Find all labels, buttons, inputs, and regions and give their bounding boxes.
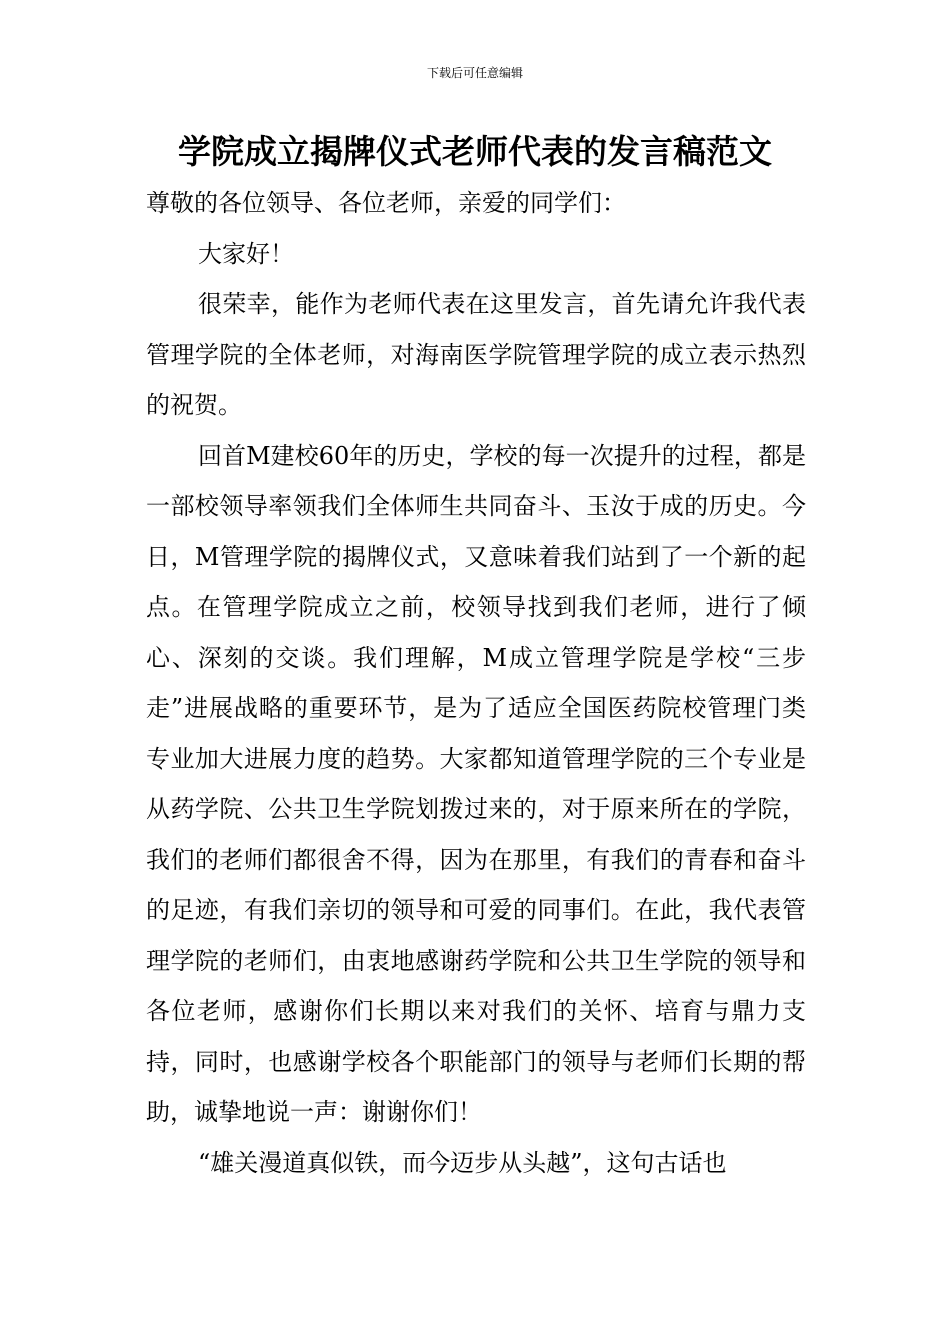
greeting-paragraph: 大家好！ (198, 239, 294, 268)
document-title: 学院成立揭牌仪式老师代表的发言稿范文 (178, 132, 772, 171)
body-paragraph: 很荣幸，能作为老师代表在这里发言，首先请允许我代表管理学院的全体老师，对海南医学院管理学院的成立表示热烈的祝贺。 (146, 290, 806, 419)
document-body (146, 178, 806, 1188)
salutation-paragraph: 尊敬的各位领导、各位老师，亲爱的同学们： (146, 189, 626, 217)
body-paragraph: “雄关漫道真似铁，而今迈步从头越”，这句古话也 (198, 1148, 727, 1177)
page-header-note: 下载后可任意编辑 (426, 66, 523, 80)
body-paragraph: 回首M建校60年的历史，学校的每一次提升的过程，都是一部校领导率领我们全体师生共同奋斗、玉汝于成的历史。今日，M管理学院的揭牌仪式，又意味着我们站到了一个新的起点。在管理学院成立之前，校领导找到我们老师，进行了倾心、深刻的交谈。我们理解，M成立管理学院是学校“三步走”进展战略的重要环节，是为了适应全国医药院校管理门类专业加大进展力度的趋势。大家都知道管理学院的三个专业是从药学院、公共卫生学院划拨过来的，对于原来所在的学院，我们的老师们都很舍不得，因为在那里，有我们的青春和奋斗的足迹，有我们亲切的领导和可爱的同事们。在此，我代表管理学院的老师们，由衷地感谢药学院和公共卫生学院的领导和各位老师，感谢你们长期以来对我们的关怀、培育与鼎力支持，同时，也感谢学校各个职能部门的领导与老师们长期的帮助，诚挚地说一声：谢谢你们！ (146, 441, 806, 1126)
